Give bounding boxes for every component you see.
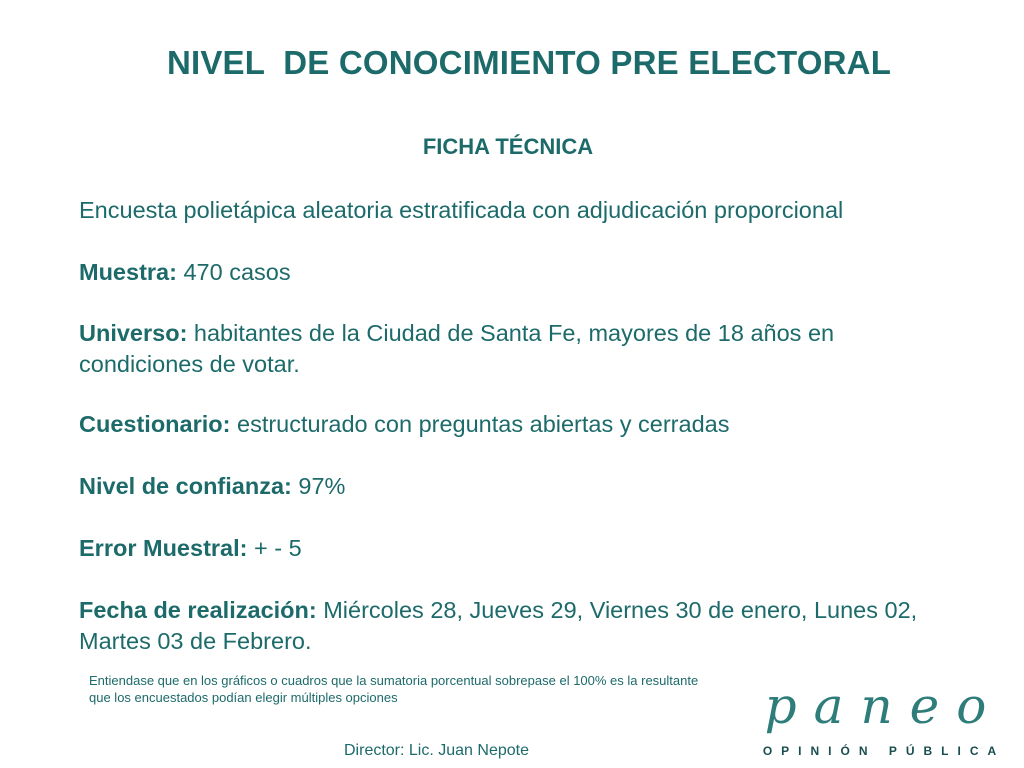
sample-value: 470 casos: [176, 259, 291, 285]
confidence-value: 97%: [291, 473, 346, 499]
date-item: [79, 595, 959, 657]
logo-wordmark: paneo: [764, 677, 1004, 735]
universe-label: Universo:: [79, 320, 188, 346]
date-label: Fecha de realización:: [79, 597, 317, 623]
date-value: Miércoles 28, Jueves 29, Viernes 30 de enero, Lunes 02, Martes 03 de Febrero.: [79, 597, 918, 654]
footnote: Entiendase que en los gráficos o cuadros que la sumatoria porcentual sobrepase el 100% es la resultante que los encuestados podían elegir múltiples opciones: [89, 673, 699, 705]
confidence-item: [79, 471, 959, 502]
sampling-error-label: Error Muestral:: [79, 535, 248, 561]
director-credit: Director: Lic. Juan Nepote: [344, 742, 529, 759]
sampling-error-item: [79, 533, 959, 564]
logo-tagline: OPINIÓN PÚBLICA: [762, 744, 1006, 758]
confidence-label: Nivel de confianza:: [79, 473, 292, 499]
sample-label: Muestra:: [79, 259, 177, 285]
universe-value: habitantes de la Ciudad de Santa Fe, mayores de 18 años en condiciones de votar.: [79, 320, 835, 377]
sample-item: [79, 257, 959, 288]
questionnaire-value: estructurado con preguntas abiertas y cerradas: [230, 411, 730, 437]
universe-item: [79, 318, 959, 380]
page-title: NIVEL DE CONOCIMIENTO PRE ELECTORAL: [166, 44, 892, 81]
questionnaire-item: [79, 409, 959, 440]
paneo-logo: [758, 678, 1010, 758]
sampling-error-value: + - 5: [247, 535, 302, 561]
questionnaire-label: Cuestionario:: [79, 411, 231, 437]
survey-type-text: Encuesta polietápica aleatoria estratificada con adjudicación proporcional: [79, 197, 844, 223]
section-subtitle: FICHA TÉCNICA: [422, 134, 594, 159]
